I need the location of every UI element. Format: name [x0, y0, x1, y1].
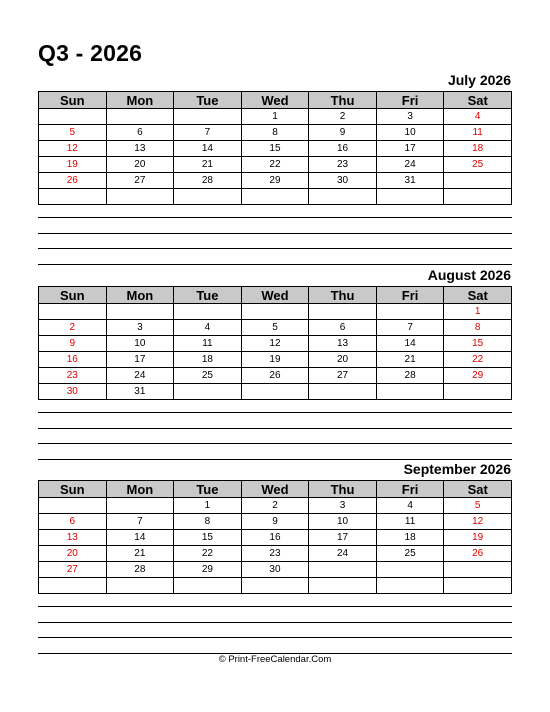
note-line [38, 606, 512, 607]
month-title: August 2026 [427, 267, 511, 283]
day-cell: 3 [376, 109, 444, 125]
day-cell [444, 173, 512, 189]
day-cell: 13 [309, 336, 377, 352]
note-line [38, 428, 512, 429]
week-row [39, 514, 512, 530]
weekday-header: Thu [309, 92, 377, 109]
weekday-header: Tue [174, 481, 242, 498]
day-cell: 15 [174, 530, 242, 546]
day-cell: 25 [376, 546, 444, 562]
day-cell: 19 [444, 530, 512, 546]
day-cell: 6 [106, 125, 174, 141]
day-cell: 21 [106, 546, 174, 562]
day-cell: 29 [241, 173, 309, 189]
page-title: Q3 - 2026 [38, 40, 143, 66]
weekday-header: Thu [309, 481, 377, 498]
day-cell: 24 [376, 157, 444, 173]
week-row [39, 546, 512, 562]
day-cell [309, 304, 377, 320]
day-cell: 1 [174, 498, 242, 514]
day-cell: 31 [376, 173, 444, 189]
month-grid [38, 480, 512, 594]
day-cell: 11 [444, 125, 512, 141]
note-line [38, 622, 512, 623]
day-cell: 15 [241, 141, 309, 157]
month-block [38, 267, 512, 467]
weekday-header: Fri [376, 481, 444, 498]
day-cell [376, 562, 444, 578]
day-cell: 30 [241, 562, 309, 578]
day-cell: 27 [309, 368, 377, 384]
day-cell: 4 [444, 109, 512, 125]
weekday-header: Sat [444, 481, 512, 498]
day-cell: 31 [106, 384, 174, 400]
day-cell: 16 [39, 352, 107, 368]
day-cell: 1 [444, 304, 512, 320]
weekday-header: Fri [376, 287, 444, 304]
day-cell: 22 [241, 157, 309, 173]
day-cell [39, 189, 107, 205]
day-cell: 23 [39, 368, 107, 384]
day-cell: 3 [309, 498, 377, 514]
day-cell [174, 304, 242, 320]
day-cell: 29 [174, 562, 242, 578]
day-cell: 17 [376, 141, 444, 157]
day-cell: 1 [241, 109, 309, 125]
day-cell: 11 [376, 514, 444, 530]
day-cell: 10 [376, 125, 444, 141]
day-cell [241, 384, 309, 400]
weekday-header: Wed [241, 92, 309, 109]
day-cell: 30 [39, 384, 107, 400]
weekday-header: Mon [106, 287, 174, 304]
week-row [39, 498, 512, 514]
day-cell: 8 [444, 320, 512, 336]
weekday-header: Wed [241, 481, 309, 498]
day-cell: 10 [106, 336, 174, 352]
day-cell [174, 189, 242, 205]
day-cell: 18 [376, 530, 444, 546]
weekday-header: Sun [39, 287, 107, 304]
week-row [39, 578, 512, 594]
day-cell: 21 [376, 352, 444, 368]
weekday-header-row [39, 92, 512, 109]
day-cell: 18 [444, 141, 512, 157]
day-cell [174, 109, 242, 125]
day-cell: 14 [106, 530, 174, 546]
week-row [39, 141, 512, 157]
weekday-header: Mon [106, 92, 174, 109]
day-cell: 12 [39, 141, 107, 157]
day-cell: 9 [39, 336, 107, 352]
week-row [39, 368, 512, 384]
day-cell: 9 [241, 514, 309, 530]
day-cell [376, 578, 444, 594]
note-line [38, 443, 512, 444]
day-cell [444, 384, 512, 400]
day-cell: 26 [241, 368, 309, 384]
day-cell: 25 [444, 157, 512, 173]
day-cell: 26 [444, 546, 512, 562]
day-cell: 20 [39, 546, 107, 562]
note-line [38, 248, 512, 249]
day-cell [309, 562, 377, 578]
day-cell: 27 [39, 562, 107, 578]
day-cell [39, 498, 107, 514]
day-cell: 5 [444, 498, 512, 514]
weekday-header: Fri [376, 92, 444, 109]
day-cell: 19 [241, 352, 309, 368]
day-cell: 21 [174, 157, 242, 173]
note-line [38, 217, 512, 218]
day-cell: 30 [309, 173, 377, 189]
note-line [38, 264, 512, 265]
day-cell: 20 [309, 352, 377, 368]
month-block [38, 72, 512, 272]
day-cell: 7 [106, 514, 174, 530]
day-cell: 16 [309, 141, 377, 157]
week-row [39, 336, 512, 352]
week-row [39, 157, 512, 173]
day-cell: 17 [106, 352, 174, 368]
footer-credit: © Print-FreeCalendar.Com [218, 654, 332, 665]
weekday-header: Sat [444, 92, 512, 109]
day-cell [241, 189, 309, 205]
week-row [39, 173, 512, 189]
day-cell [376, 189, 444, 205]
day-cell [106, 189, 174, 205]
weekday-header: Thu [309, 287, 377, 304]
day-cell: 2 [39, 320, 107, 336]
day-cell: 8 [241, 125, 309, 141]
day-cell: 22 [174, 546, 242, 562]
day-cell: 23 [309, 157, 377, 173]
weekday-header: Tue [174, 92, 242, 109]
day-cell: 5 [39, 125, 107, 141]
day-cell: 2 [309, 109, 377, 125]
day-cell [444, 189, 512, 205]
note-line [38, 637, 512, 638]
day-cell: 29 [444, 368, 512, 384]
weekday-header: Sun [39, 92, 107, 109]
weekday-header: Wed [241, 287, 309, 304]
day-cell: 4 [376, 498, 444, 514]
day-cell [106, 498, 174, 514]
weekday-header: Sun [39, 481, 107, 498]
day-cell: 14 [174, 141, 242, 157]
day-cell [444, 578, 512, 594]
week-row [39, 384, 512, 400]
day-cell: 8 [174, 514, 242, 530]
day-cell: 2 [241, 498, 309, 514]
day-cell [106, 109, 174, 125]
day-cell: 13 [39, 530, 107, 546]
week-row [39, 530, 512, 546]
day-cell: 17 [309, 530, 377, 546]
day-cell: 7 [174, 125, 242, 141]
day-cell: 11 [174, 336, 242, 352]
month-title: July 2026 [447, 72, 511, 88]
day-cell [106, 304, 174, 320]
weekday-header-row [39, 287, 512, 304]
day-cell [376, 304, 444, 320]
day-cell [241, 304, 309, 320]
day-cell: 5 [241, 320, 309, 336]
day-cell: 12 [444, 514, 512, 530]
week-row [39, 562, 512, 578]
week-row [39, 109, 512, 125]
day-cell: 15 [444, 336, 512, 352]
month-grid [38, 286, 512, 400]
day-cell [106, 578, 174, 594]
week-row [39, 320, 512, 336]
day-cell: 18 [174, 352, 242, 368]
note-line [38, 459, 512, 460]
day-cell [174, 384, 242, 400]
day-cell [174, 578, 242, 594]
day-cell [39, 109, 107, 125]
day-cell: 4 [174, 320, 242, 336]
note-line [38, 233, 512, 234]
day-cell: 6 [39, 514, 107, 530]
week-row [39, 304, 512, 320]
day-cell: 16 [241, 530, 309, 546]
day-cell: 3 [106, 320, 174, 336]
day-cell [309, 384, 377, 400]
day-cell: 28 [106, 562, 174, 578]
day-cell: 20 [106, 157, 174, 173]
day-cell: 12 [241, 336, 309, 352]
day-cell: 23 [241, 546, 309, 562]
day-cell: 6 [309, 320, 377, 336]
weekday-header-row [39, 481, 512, 498]
day-cell: 24 [106, 368, 174, 384]
day-cell: 22 [444, 352, 512, 368]
day-cell: 24 [309, 546, 377, 562]
day-cell: 14 [376, 336, 444, 352]
note-line [38, 412, 512, 413]
day-cell [309, 189, 377, 205]
weekday-header: Tue [174, 287, 242, 304]
day-cell: 28 [376, 368, 444, 384]
day-cell: 9 [309, 125, 377, 141]
weekday-header: Sat [444, 287, 512, 304]
day-cell [309, 578, 377, 594]
day-cell: 10 [309, 514, 377, 530]
day-cell [39, 578, 107, 594]
day-cell: 25 [174, 368, 242, 384]
day-cell: 27 [106, 173, 174, 189]
day-cell: 19 [39, 157, 107, 173]
weekday-header: Mon [106, 481, 174, 498]
day-cell: 13 [106, 141, 174, 157]
week-row [39, 125, 512, 141]
day-cell [444, 562, 512, 578]
month-grid [38, 91, 512, 205]
day-cell: 7 [376, 320, 444, 336]
day-cell: 26 [39, 173, 107, 189]
week-row [39, 352, 512, 368]
day-cell: 28 [174, 173, 242, 189]
day-cell [39, 304, 107, 320]
week-row [39, 189, 512, 205]
month-title: September 2026 [403, 461, 511, 477]
day-cell [376, 384, 444, 400]
month-block [38, 461, 512, 661]
day-cell [241, 578, 309, 594]
